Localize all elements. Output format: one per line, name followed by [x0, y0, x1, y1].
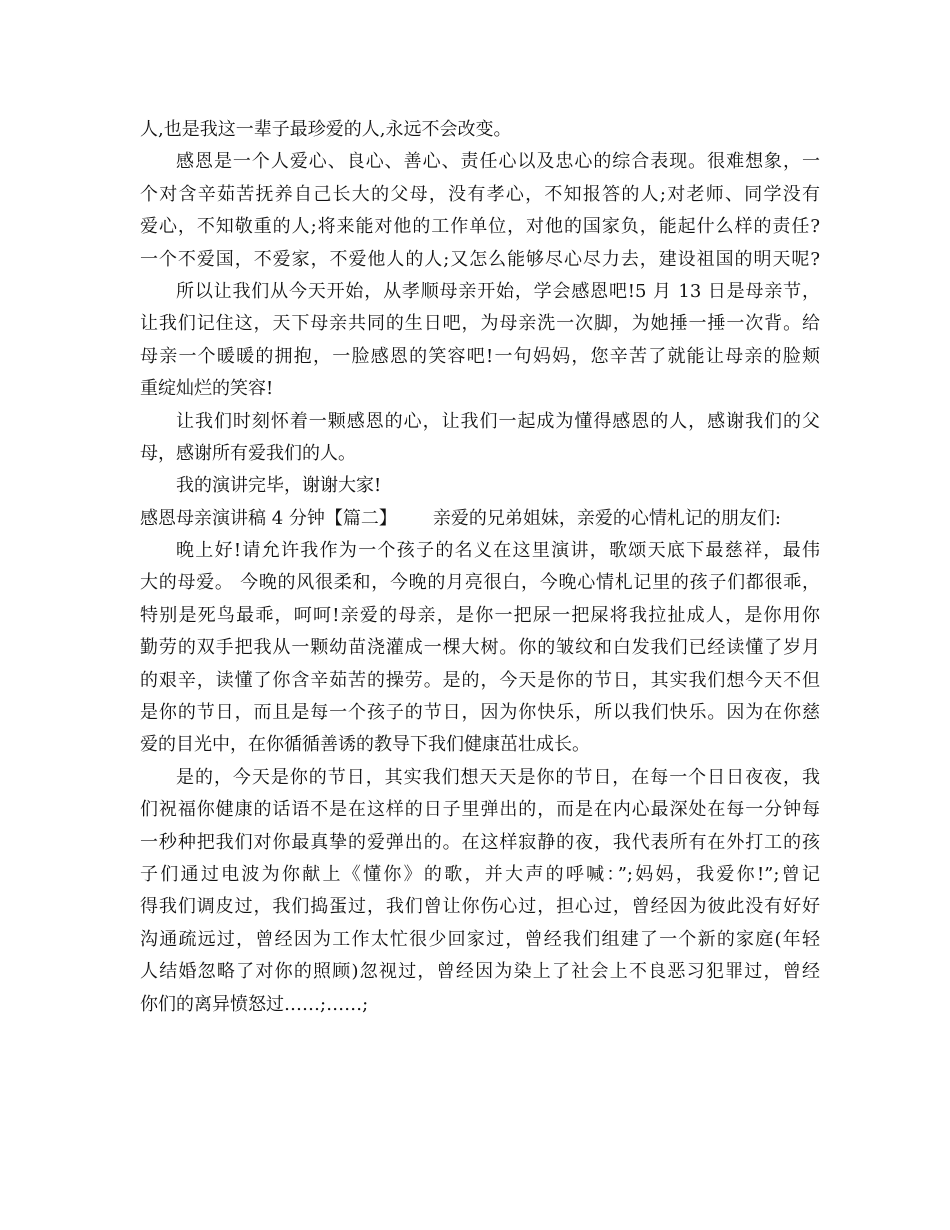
- text-line: 的艰辛，读懂了你含辛茹苦的操劳。是的，今天是你的节日，其实我们想今天不但: [140, 669, 820, 691]
- text-line: 我的演讲完毕，谢谢大家!: [176, 475, 382, 497]
- text-line: 母，感谢所有爱我们的人。: [140, 442, 356, 464]
- section-greeting: 亲爱的兄弟姐妹，亲爱的心情札记的朋友们:: [432, 507, 781, 529]
- text-line: 你们的离异愤怒过……;……;: [140, 993, 369, 1015]
- text-line: 一秒种把我们对你最真挚的爱弹出的。在这样寂静的夜，我代表所有在外打工的孩: [140, 831, 820, 853]
- text-line: 沟通疏远过，曾经因为工作太忙很少回家过，曾经我们组建了一个新的家庭(年轻: [140, 928, 820, 950]
- text-line: 重绽灿烂的笑容!: [140, 378, 274, 400]
- section-title: 感恩母亲演讲稿 4 分钟【篇二】: [140, 507, 397, 529]
- text-line: 爱的目光中，在你循循善诱的教导下我们健康茁壮成长。: [140, 734, 590, 756]
- text-line: 得我们调皮过，我们捣蛋过，我们曾让你伤心过，担心过，曾经因为彼此没有好好: [140, 896, 820, 918]
- document-body: [140, 114, 820, 1021]
- text-line: 让我们时刻怀着一颗感恩的心，让我们一起成为懂得感恩的人，感谢我们的父: [176, 410, 820, 432]
- text-line: 母亲一个暖暖的拥抱，一脸感恩的笑容吧!一句妈妈，您辛苦了就能让母亲的脸颊: [140, 345, 820, 367]
- text-line: 勤劳的双手把我从一颗幼苗浇灌成一棵大树。你的皱纹和白发我们已经读懂了岁月: [140, 637, 820, 659]
- text-line: 是的，今天是你的节日，其实我们想天天是你的节日，在每一个日日夜夜，我: [176, 766, 820, 788]
- text-line: 子们通过电波为你献上《懂你》的歌，并大声的呼喊：”;妈妈，我爱你!”;曾记: [140, 863, 820, 885]
- section-heading: [140, 503, 820, 535]
- text-line: 个对含辛茹苦抚养自己长大的父母，没有孝心，不知报答的人;对老师、同学没有: [140, 183, 820, 205]
- text-line: 所以让我们从今天开始，从孝顺母亲开始，学会感恩吧!5 月 13 日是母亲节，: [176, 280, 820, 302]
- text-line: 一个不爱国，不爱家，不爱他人的人;又怎么能够尽心尽力去，建设祖国的明天呢?: [140, 248, 820, 270]
- text-line: 特别是死鸟最乖，呵呵!亲爱的母亲，是你一把尿一把屎将我拉扯成人，是你用你: [140, 604, 820, 626]
- text-line: 们祝福你健康的话语不是在这样的日子里弹出的，而是在内心最深处在每一分钟每: [140, 799, 820, 821]
- text-line: 人结婚忽略了对你的照顾)忽视过，曾经因为染上了社会上不良恶习犯罪过，曾经: [140, 961, 820, 983]
- text-line: 人,也是我这一辈子最珍爱的人,永远不会改变。: [140, 119, 512, 140]
- text-line: 爱心，不知敬重的人;将来能对他的工作单位，对他的国家负，能起什么样的责任?: [140, 216, 820, 238]
- text-line: 大的母爱。 今晚的风很柔和，今晚的月亮很白，今晚心情札记里的孩子们都很乖，: [140, 572, 820, 594]
- text-line: 感恩是一个人爱心、良心、善心、责任心以及忠心的综合表现。很难想象，一: [176, 151, 820, 173]
- text-line: 让我们记住这，天下母亲共同的生日吧，为母亲洗一次脚，为她捶一捶一次背。给: [140, 313, 820, 335]
- text-line: 是你的节日，而且是每一个孩子的节日，因为你快乐，所以我们快乐。因为在你慈: [140, 702, 820, 724]
- text-line: 晚上好!请允许我作为一个孩子的名义在这里演讲，歌颂天底下最慈祥，最伟: [176, 540, 820, 562]
